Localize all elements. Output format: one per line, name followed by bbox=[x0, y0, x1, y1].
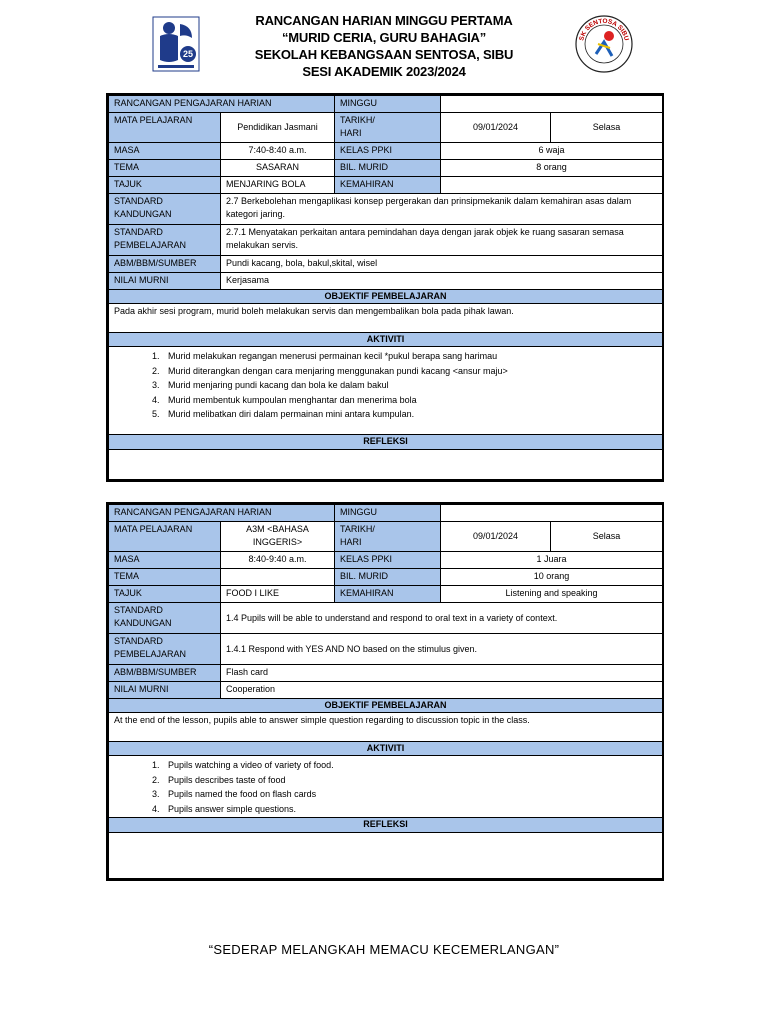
crest-text: SK SENTOSA SIBU bbox=[578, 17, 630, 42]
abm-label: ABM/BBM/SUMBER bbox=[109, 665, 221, 682]
mata-pelajaran-value: A3M <BAHASA INGGERIS> bbox=[221, 522, 335, 552]
tema-value bbox=[221, 569, 335, 586]
masa-label: MASA bbox=[109, 143, 221, 160]
standard-kandungan-label: STANDARD KANDUNGAN bbox=[109, 603, 221, 634]
hari-value: Selasa bbox=[551, 522, 663, 552]
objektif-value: At the end of the lesson, pupils able to answer simple question regarding to discussion topic in the class. bbox=[109, 713, 663, 742]
tajuk-label: TAJUK bbox=[109, 177, 221, 194]
list-item: 2. Pupils describes taste of food bbox=[162, 773, 657, 788]
school-crest-logo bbox=[574, 14, 634, 74]
tema-label: TEMA bbox=[109, 160, 221, 177]
list-item: 3. Murid menjaring pundi kacang dan bola ke dalam bakul bbox=[162, 378, 657, 393]
kemahiran-value: Listening and speaking bbox=[441, 586, 663, 603]
title-line-1: RANCANGAN HARIAN MINGGU PERTAMA bbox=[255, 13, 513, 28]
kelas-value: 6 waja bbox=[441, 143, 663, 160]
minggu-value bbox=[441, 505, 663, 522]
masa-value: 7:40-8:40 a.m. bbox=[221, 143, 335, 160]
ministry-logo bbox=[152, 16, 200, 72]
kelas-label: KELAS PPKI bbox=[335, 143, 441, 160]
tarikh-label: TARIKH/ HARI bbox=[335, 522, 441, 552]
aktiviti-header: AKTIVITI bbox=[109, 742, 663, 756]
standard-pembelajaran-label: STANDARD PEMBELAJARAN bbox=[109, 634, 221, 665]
tema-label: TEMA bbox=[109, 569, 221, 586]
list-item: 2. Murid diterangkan dengan cara menjaring menggunakan pundi kacang <ansur maju> bbox=[162, 364, 657, 379]
standard-kandungan-value: 2.7 Berkebolehan mengaplikasi konsep pergerakan dan prinsipmekanik dalam kemahiran asas dalam kategori jaring. bbox=[221, 194, 663, 225]
tema-value: SASARAN bbox=[221, 160, 335, 177]
abm-label: ABM/BBM/SUMBER bbox=[109, 256, 221, 273]
page-title-block bbox=[230, 12, 538, 80]
kemahiran-value bbox=[441, 177, 663, 194]
objektif-value: Pada akhir sesi program, murid boleh melakukan servis dan mengembalikan bola pada pihak lawan. bbox=[109, 304, 663, 333]
standard-pembelajaran-label: STANDARD PEMBELAJARAN bbox=[109, 225, 221, 256]
kelas-label: KELAS PPKI bbox=[335, 552, 441, 569]
objektif-header: OBJEKTIF PEMBELAJARAN bbox=[109, 290, 663, 304]
minggu-label: MINGGU bbox=[335, 505, 441, 522]
abm-value: Pundi kacang, bola, bakul,skital, wisel bbox=[221, 256, 663, 273]
nilai-murni-value: Cooperation bbox=[221, 682, 663, 699]
lesson-plan-2 bbox=[106, 502, 664, 881]
nilai-murni-value: Kerjasama bbox=[221, 273, 663, 290]
tarikh-label: TARIKH/ HARI bbox=[335, 113, 441, 143]
masa-label: MASA bbox=[109, 552, 221, 569]
tajuk-label: TAJUK bbox=[109, 586, 221, 603]
list-item: 4. Pupils answer simple questions. bbox=[162, 802, 657, 817]
logo-left-number: 25 bbox=[182, 49, 194, 59]
title-line-4: SESI AKADEMIK 2023/2024 bbox=[302, 64, 466, 79]
tajuk-value: FOOD I LIKE bbox=[221, 586, 335, 603]
standard-kandungan-label: STANDARD KANDUNGAN bbox=[109, 194, 221, 225]
standard-pembelajaran-value: 1.4.1 Respond with YES AND NO based on the stimulus given. bbox=[221, 634, 663, 665]
mata-pelajaran-value: Pendidikan Jasmani bbox=[221, 113, 335, 143]
refleksi-header: REFLEKSI bbox=[109, 435, 663, 450]
kemahiran-label: KEMAHIRAN bbox=[335, 177, 441, 194]
aktiviti-list bbox=[114, 349, 657, 422]
aktiviti-list-cell bbox=[109, 347, 663, 435]
list-item: 5. Murid melibatkan diri dalam permainan mini antara kumpulan. bbox=[162, 407, 657, 422]
minggu-label: MINGGU bbox=[335, 96, 441, 113]
list-item: 3. Pupils named the food on flash cards bbox=[162, 787, 657, 802]
list-item: 1. Murid melakukan regangan menerusi permainan kecil *pukul berapa sang harimau bbox=[162, 349, 657, 364]
tajuk-value: MENJARING BOLA bbox=[221, 177, 335, 194]
kelas-value: 1 Juara bbox=[441, 552, 663, 569]
nilai-murni-label: NILAI MURNI bbox=[109, 273, 221, 290]
list-item: 4. Murid membentuk kumpoulan menghantar dan menerima bola bbox=[162, 393, 657, 408]
lesson-plan-2-table bbox=[108, 504, 663, 879]
mata-pelajaran-label: MATA PELAJARAN bbox=[109, 113, 221, 143]
lesson-plan-1 bbox=[106, 93, 664, 482]
bil-murid-value: 8 orang bbox=[441, 160, 663, 177]
minggu-value bbox=[441, 96, 663, 113]
rph-label: RANCANGAN PENGAJARAN HARIAN bbox=[109, 505, 335, 522]
aktiviti-list bbox=[114, 758, 657, 816]
tarikh-value: 09/01/2024 bbox=[441, 113, 551, 143]
tarikh-value: 09/01/2024 bbox=[441, 522, 551, 552]
nilai-murni-label: NILAI MURNI bbox=[109, 682, 221, 699]
list-item: 1. Pupils watching a video of variety of food. bbox=[162, 758, 657, 773]
abm-value: Flash card bbox=[221, 665, 663, 682]
mata-pelajaran-label: MATA PELAJARAN bbox=[109, 522, 221, 552]
bil-murid-label: BIL. MURID bbox=[335, 569, 441, 586]
aktiviti-list-cell bbox=[109, 756, 663, 818]
refleksi-value bbox=[109, 450, 663, 480]
bil-murid-value: 10 orang bbox=[441, 569, 663, 586]
footer-motto: “SEDERAP MELANGKAH MEMACU KECEMERLANGAN” bbox=[208, 942, 560, 957]
standard-pembelajaran-value: 2.7.1 Menyatakan perkaitan antara pemindahan daya dengan jarak objek ke ruang sasaran semasa melakukan servis. bbox=[221, 225, 663, 256]
bil-murid-label: BIL. MURID bbox=[335, 160, 441, 177]
title-line-3: SEKOLAH KEBANGSAAN SENTOSA, SIBU bbox=[254, 47, 514, 62]
rph-label: RANCANGAN PENGAJARAN HARIAN bbox=[109, 96, 335, 113]
title-line-2: “MURID CERIA, GURU BAHAGIA” bbox=[281, 30, 487, 45]
hari-value: Selasa bbox=[551, 113, 663, 143]
refleksi-header: REFLEKSI bbox=[109, 818, 663, 833]
refleksi-value bbox=[109, 833, 663, 879]
kemahiran-label: KEMAHIRAN bbox=[335, 586, 441, 603]
lesson-plan-1-table bbox=[108, 95, 663, 480]
aktiviti-header: AKTIVITI bbox=[109, 333, 663, 347]
masa-value: 8:40-9:40 a.m. bbox=[221, 552, 335, 569]
standard-kandungan-value: 1.4 Pupils will be able to understand and respond to oral text in a variety of context. bbox=[221, 603, 663, 634]
objektif-header: OBJEKTIF PEMBELAJARAN bbox=[109, 699, 663, 713]
page-header bbox=[0, 0, 768, 92]
